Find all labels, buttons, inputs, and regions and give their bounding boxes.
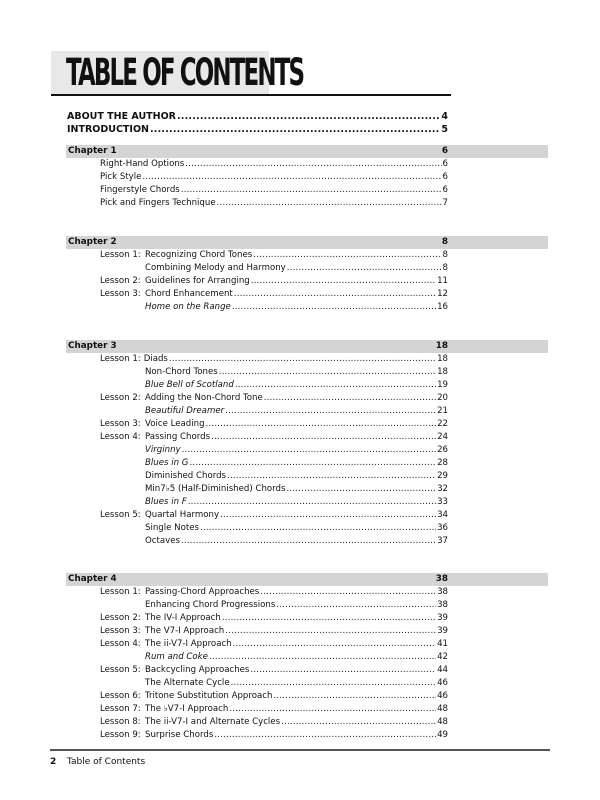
dot-leader — [219, 366, 436, 379]
entry-title: Recognizing Chord Tones — [145, 250, 253, 260]
entry-page: 44 — [437, 665, 448, 675]
lesson-label: Lesson 8: — [100, 717, 141, 727]
toc-entry[interactable] — [100, 353, 448, 366]
entry-page: 38 — [437, 600, 448, 610]
toc-entry[interactable] — [100, 301, 448, 314]
entry-page: 28 — [437, 458, 448, 468]
entry-title: Diminished Chords — [145, 471, 227, 481]
dot-leader — [225, 405, 436, 418]
entry-title: The ii-V7-I and Alternate Cycles — [145, 717, 281, 727]
dot-leader — [220, 509, 436, 522]
entry-title: Quartal Harmony — [145, 510, 220, 520]
chapter-page: 8 — [441, 237, 448, 247]
dot-leader — [188, 496, 436, 509]
entry-title: Pick and Fingers Technique — [100, 198, 216, 208]
entry-page: 24 — [437, 432, 448, 442]
title-rule — [51, 94, 451, 96]
entry-page: 6 — [442, 159, 448, 169]
entry-page: 48 — [437, 704, 448, 714]
toc-entry[interactable] — [100, 535, 448, 548]
entry-title: The V7-I Approach — [145, 626, 225, 636]
entry-page: 42 — [437, 652, 448, 662]
entry-page: 39 — [437, 613, 448, 623]
toc-entry[interactable] — [100, 262, 448, 275]
entry-title: Diads — [143, 354, 168, 364]
chapter-name: Chapter 3 — [68, 341, 117, 351]
entry-title: Octaves — [145, 536, 180, 546]
toc-entry[interactable] — [100, 612, 448, 625]
toc-entry[interactable] — [100, 158, 448, 171]
entry-title: Fingerstyle Chords — [100, 185, 180, 195]
entry-title: Beautiful Dreamer — [145, 406, 225, 416]
toc-entry[interactable] — [100, 171, 448, 184]
chapter-name: Chapter 1 — [68, 146, 117, 156]
lesson-label: Lesson 4: — [100, 432, 141, 442]
dot-leader — [264, 392, 436, 405]
lesson-label: Lesson 6: — [100, 691, 141, 701]
dot-leader — [231, 677, 436, 690]
entry-title: Passing Chords — [145, 432, 211, 442]
chapter-name: Chapter 4 — [68, 574, 117, 584]
chapter-name: Chapter 2 — [68, 237, 117, 247]
chapter-page: 6 — [441, 146, 448, 156]
chapter-header-4[interactable] — [66, 573, 548, 586]
page-title: TABLE OF CONTENTS — [66, 51, 304, 94]
toc-entry[interactable] — [100, 418, 448, 431]
entry-title: ABOUT THE AUTHOR — [67, 111, 176, 122]
entry-title: Blues in F — [145, 497, 187, 507]
entry-page: 18 — [437, 367, 448, 377]
entry-title: Passing-Chord Approaches — [145, 587, 260, 597]
entry-title: Home on the Range — [145, 302, 231, 312]
dot-leader — [286, 483, 436, 496]
entry-page: 4 — [441, 111, 448, 122]
dot-leader — [189, 457, 436, 470]
toc-entry[interactable] — [100, 197, 448, 210]
entry-title: Enhancing Chord Progressions — [145, 600, 276, 610]
dot-leader — [273, 690, 436, 703]
toc-entry[interactable] — [100, 288, 448, 301]
entry-title: The IV-I Approach — [145, 613, 221, 623]
entry-page: 12 — [437, 289, 448, 299]
toc-entry[interactable] — [100, 690, 448, 703]
entry-title: INTRODUCTION — [67, 124, 149, 135]
entry-page: 8 — [442, 250, 448, 260]
toc-entry[interactable] — [100, 522, 448, 535]
entry-title: Right-Hand Options — [100, 159, 185, 169]
entry-title: Virginny — [145, 445, 181, 455]
dot-leader — [235, 379, 436, 392]
dot-leader — [200, 522, 436, 535]
dot-leader — [227, 470, 436, 483]
entry-title: Min7♭5 (Half-Diminished) Chords — [145, 484, 286, 494]
entry-title: Tritone Substitution Approach — [145, 691, 273, 701]
toc-entry[interactable] — [100, 405, 448, 418]
dot-leader — [211, 431, 436, 444]
entry-title: Rum and Coke — [145, 652, 208, 662]
entry-page: 46 — [437, 678, 448, 688]
dot-leader — [251, 275, 436, 288]
entry-page: 46 — [437, 691, 448, 701]
entry-page: 6 — [442, 185, 448, 195]
dot-leader — [234, 288, 436, 301]
toc-entry[interactable] — [100, 366, 448, 379]
lesson-label: Lesson 2: — [100, 276, 141, 286]
entry-page: 6 — [442, 172, 448, 182]
toc-entry[interactable] — [100, 379, 448, 392]
dot-leader — [260, 586, 436, 599]
lesson-label: Lesson 1: — [100, 250, 141, 260]
lesson-label: Lesson 4: — [100, 639, 141, 649]
toc-entry[interactable] — [100, 275, 448, 288]
footer-label: Table of Contents — [67, 757, 146, 767]
toc-entry[interactable] — [100, 509, 448, 522]
entry-page: 7 — [442, 198, 448, 208]
dot-leader — [185, 158, 441, 171]
dot-leader — [142, 171, 441, 184]
entry-page: 16 — [437, 302, 448, 312]
entry-page: 38 — [437, 587, 448, 597]
toc-entry[interactable] — [100, 716, 448, 729]
entry-page: 39 — [437, 626, 448, 636]
chapter-page: 38 — [435, 574, 448, 584]
lesson-label: Lesson 5: — [100, 510, 141, 520]
toc-entry[interactable] — [100, 625, 448, 638]
entry-page: 5 — [441, 124, 448, 135]
chapter-header-3[interactable] — [66, 340, 548, 353]
dot-leader — [169, 353, 436, 366]
lesson-label: Lesson 1: — [100, 587, 141, 597]
toc-entry[interactable] — [100, 249, 448, 262]
entry-title: The ♭V7-I Approach — [145, 704, 229, 714]
toc-entry[interactable] — [100, 729, 448, 742]
chapter-page: 18 — [435, 341, 448, 351]
lesson-label: Lesson 2: — [100, 613, 141, 623]
dot-leader — [150, 123, 440, 136]
lesson-label: Lesson 2: — [100, 393, 141, 403]
toc-entry[interactable] — [100, 496, 448, 509]
dot-leader — [206, 418, 437, 431]
toc-entry[interactable] — [100, 599, 448, 612]
lesson-label: Lesson 3: — [100, 626, 141, 636]
entry-page: 11 — [437, 276, 448, 286]
toc-entry[interactable] — [100, 651, 448, 664]
entry-title: Combining Melody and Harmony — [145, 263, 286, 273]
lesson-label: Lesson 1: — [100, 354, 141, 364]
dot-leader — [276, 599, 436, 612]
toc-entry[interactable] — [100, 677, 448, 690]
toc-entry[interactable] — [100, 392, 448, 405]
chapter-header-2[interactable] — [66, 236, 548, 249]
entry-page: 19 — [437, 380, 448, 390]
lesson-label: Lesson 3: — [100, 289, 141, 299]
entry-title: Chord Enhancement — [145, 289, 233, 299]
entry-page: 32 — [437, 484, 448, 494]
entry-page: 34 — [437, 510, 448, 520]
dot-leader — [177, 110, 440, 123]
dot-leader — [229, 703, 436, 716]
entry-page: 18 — [437, 354, 448, 364]
entry-title: Non-Chord Tones — [145, 367, 218, 377]
toc-entry[interactable] — [100, 586, 448, 599]
dot-leader — [209, 651, 436, 664]
entry-page: 26 — [437, 445, 448, 455]
dot-leader — [253, 249, 441, 262]
entry-page: 33 — [437, 497, 448, 507]
entry-page: 41 — [437, 639, 448, 649]
entry-title: Surprise Chords — [145, 730, 214, 740]
entry-title: Single Notes — [145, 523, 199, 533]
footer-page-number: 2 — [50, 757, 57, 767]
dot-leader — [214, 729, 436, 742]
toc-entry[interactable] — [100, 703, 448, 716]
toc-entry[interactable] — [100, 444, 448, 457]
entry-title: Blue Bell of Scotland — [145, 380, 234, 390]
toc-entry[interactable] — [100, 470, 448, 483]
entry-title: Backcycling Approaches — [145, 665, 250, 675]
entry-title: Voice Leading — [145, 419, 205, 429]
dot-leader — [217, 197, 442, 210]
lesson-label: Lesson 3: — [100, 419, 141, 429]
toc-entry[interactable] — [100, 638, 448, 651]
toc-entry[interactable] — [100, 457, 448, 470]
toc-entry[interactable] — [100, 483, 448, 496]
toc-entry[interactable] — [100, 431, 448, 444]
entry-title: The ii-V7-I Approach — [145, 639, 232, 649]
dot-leader — [232, 301, 436, 314]
toc-entry[interactable] — [67, 110, 448, 123]
toc-entry[interactable] — [67, 123, 448, 136]
entry-title: The Alternate Cycle — [145, 678, 230, 688]
lesson-label: Lesson 5: — [100, 665, 141, 675]
entry-title: Guidelines for Arranging — [145, 276, 250, 286]
chapter-header-1[interactable] — [66, 145, 548, 158]
dot-leader — [233, 638, 436, 651]
entry-page: 22 — [437, 419, 448, 429]
entry-title: Adding the Non-Chord Tone — [145, 393, 263, 403]
dot-leader — [250, 664, 436, 677]
dot-leader — [181, 184, 442, 197]
dot-leader — [287, 262, 442, 275]
dot-leader — [225, 625, 436, 638]
dot-leader — [182, 444, 436, 457]
entry-page: 36 — [437, 523, 448, 533]
dot-leader — [281, 716, 436, 729]
entry-page: 37 — [437, 536, 448, 546]
dot-leader — [222, 612, 436, 625]
entry-page: 48 — [437, 717, 448, 727]
toc-entry[interactable] — [100, 184, 448, 197]
entry-page: 29 — [437, 471, 448, 481]
entry-title: Pick Style — [100, 172, 142, 182]
footer-rule — [50, 749, 550, 751]
entry-page: 8 — [442, 263, 448, 273]
lesson-label: Lesson 7: — [100, 704, 141, 714]
toc-entry[interactable] — [100, 664, 448, 677]
dot-leader — [181, 535, 436, 548]
lesson-label: Lesson 9: — [100, 730, 141, 740]
entry-page: 21 — [437, 406, 448, 416]
entry-title: Blues in G — [145, 458, 189, 468]
entry-page: 20 — [437, 393, 448, 403]
entry-page: 49 — [437, 730, 448, 740]
